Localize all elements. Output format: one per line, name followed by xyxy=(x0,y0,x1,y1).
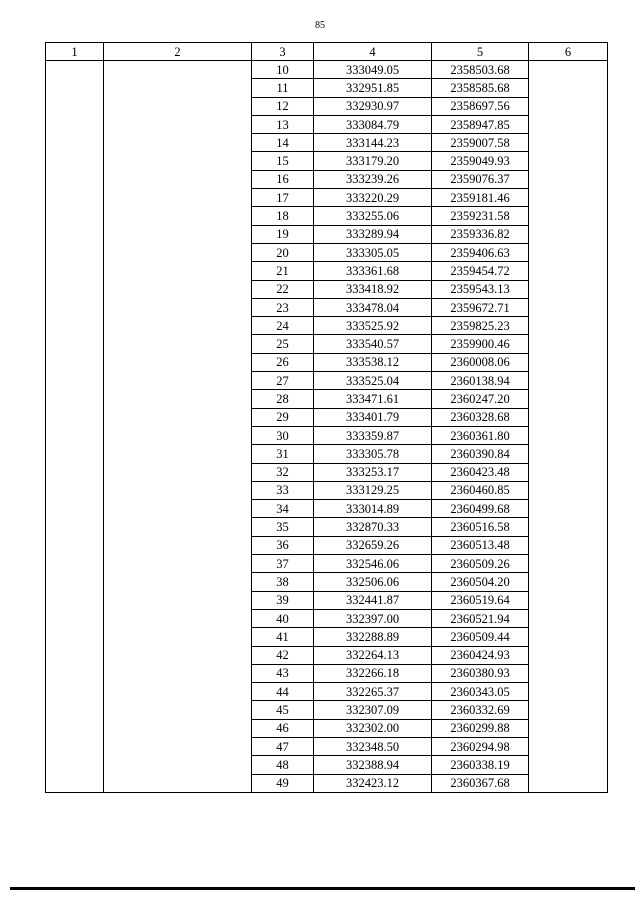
point-number-cell: 38 xyxy=(252,573,314,591)
coordinate-y-cell: 2360247.20 xyxy=(432,390,529,408)
coordinate-y-cell: 2360299.88 xyxy=(432,719,529,737)
point-number-cell: 32 xyxy=(252,463,314,481)
point-number-cell: 13 xyxy=(252,115,314,133)
coordinate-y-cell: 2360138.94 xyxy=(432,372,529,390)
coordinate-y-cell: 2359336.82 xyxy=(432,225,529,243)
point-number-cell: 46 xyxy=(252,719,314,737)
coordinate-y-cell: 2360509.44 xyxy=(432,628,529,646)
coordinate-y-cell: 2360294.98 xyxy=(432,737,529,755)
coordinate-x-cell: 333305.05 xyxy=(314,243,432,261)
coordinate-x-cell: 333540.57 xyxy=(314,335,432,353)
coordinate-y-cell: 2360332.69 xyxy=(432,701,529,719)
point-number-cell: 36 xyxy=(252,536,314,554)
coordinate-y-cell: 2360424.93 xyxy=(432,646,529,664)
coordinate-x-cell: 333305.78 xyxy=(314,445,432,463)
point-number-cell: 29 xyxy=(252,408,314,426)
coordinate-x-cell: 333220.29 xyxy=(314,189,432,207)
coordinate-x-cell: 333525.04 xyxy=(314,372,432,390)
coordinate-y-cell: 2360460.85 xyxy=(432,481,529,499)
coordinate-y-cell: 2360509.26 xyxy=(432,555,529,573)
point-number-cell: 40 xyxy=(252,609,314,627)
point-number-cell: 10 xyxy=(252,61,314,79)
coordinate-y-cell: 2360338.19 xyxy=(432,756,529,774)
coordinate-y-cell: 2360390.84 xyxy=(432,445,529,463)
coordinate-x-cell: 332506.06 xyxy=(314,573,432,591)
coordinate-y-cell: 2360328.68 xyxy=(432,408,529,426)
coordinate-y-cell: 2359454.72 xyxy=(432,262,529,280)
coordinate-x-cell: 333253.17 xyxy=(314,463,432,481)
empty-cell-col1 xyxy=(46,61,104,793)
coordinate-x-cell: 333014.89 xyxy=(314,500,432,518)
coordinate-y-cell: 2359007.58 xyxy=(432,134,529,152)
coordinate-x-cell: 332951.85 xyxy=(314,79,432,97)
coordinate-y-cell: 2360516.58 xyxy=(432,518,529,536)
coordinate-y-cell: 2360513.48 xyxy=(432,536,529,554)
coordinate-x-cell: 333255.06 xyxy=(314,207,432,225)
point-number-cell: 34 xyxy=(252,500,314,518)
coordinate-x-cell: 333418.92 xyxy=(314,280,432,298)
point-number-cell: 20 xyxy=(252,243,314,261)
column-header-5: 5 xyxy=(432,43,529,61)
point-number-cell: 26 xyxy=(252,353,314,371)
coordinate-x-cell: 332288.89 xyxy=(314,628,432,646)
point-number-cell: 16 xyxy=(252,170,314,188)
coordinate-y-cell: 2359825.23 xyxy=(432,317,529,335)
coordinate-x-cell: 332264.13 xyxy=(314,646,432,664)
point-number-cell: 43 xyxy=(252,664,314,682)
coordinate-x-cell: 332930.97 xyxy=(314,97,432,115)
column-header-1: 1 xyxy=(46,43,104,61)
coordinate-x-cell: 333538.12 xyxy=(314,353,432,371)
point-number-cell: 47 xyxy=(252,737,314,755)
coordinate-y-cell: 2360504.20 xyxy=(432,573,529,591)
coordinate-y-cell: 2360519.64 xyxy=(432,591,529,609)
coordinate-y-cell: 2358503.68 xyxy=(432,61,529,79)
coordinate-y-cell: 2360367.68 xyxy=(432,774,529,792)
coordinate-y-cell: 2359181.46 xyxy=(432,189,529,207)
coordinate-x-cell: 333525.92 xyxy=(314,317,432,335)
coordinate-y-cell: 2359231.58 xyxy=(432,207,529,225)
column-header-4: 4 xyxy=(314,43,432,61)
bottom-rule xyxy=(10,887,635,890)
point-number-cell: 22 xyxy=(252,280,314,298)
coordinate-x-cell: 332423.12 xyxy=(314,774,432,792)
column-header-6: 6 xyxy=(529,43,608,61)
coordinates-table xyxy=(45,42,608,793)
coordinate-y-cell: 2360423.48 xyxy=(432,463,529,481)
coordinate-x-cell: 333289.94 xyxy=(314,225,432,243)
point-number-cell: 28 xyxy=(252,390,314,408)
point-number-cell: 11 xyxy=(252,79,314,97)
point-number-cell: 18 xyxy=(252,207,314,225)
coordinate-y-cell: 2359672.71 xyxy=(432,298,529,316)
point-number-cell: 19 xyxy=(252,225,314,243)
empty-cell-col2 xyxy=(104,61,252,793)
point-number-cell: 23 xyxy=(252,298,314,316)
point-number-cell: 37 xyxy=(252,555,314,573)
coordinate-x-cell: 333239.26 xyxy=(314,170,432,188)
point-number-cell: 14 xyxy=(252,134,314,152)
point-number-cell: 31 xyxy=(252,445,314,463)
coordinate-x-cell: 332265.37 xyxy=(314,683,432,701)
coordinate-x-cell: 332388.94 xyxy=(314,756,432,774)
point-number-cell: 44 xyxy=(252,683,314,701)
coordinate-x-cell: 332441.87 xyxy=(314,591,432,609)
coordinate-x-cell: 333401.79 xyxy=(314,408,432,426)
point-number-cell: 42 xyxy=(252,646,314,664)
column-header-2: 2 xyxy=(104,43,252,61)
coordinate-x-cell: 332659.26 xyxy=(314,536,432,554)
point-number-cell: 45 xyxy=(252,701,314,719)
point-number-cell: 49 xyxy=(252,774,314,792)
coordinate-x-cell: 332546.06 xyxy=(314,555,432,573)
coordinate-x-cell: 332302.00 xyxy=(314,719,432,737)
coordinate-y-cell: 2359076.37 xyxy=(432,170,529,188)
coordinate-y-cell: 2360361.80 xyxy=(432,426,529,444)
coordinate-y-cell: 2359900.46 xyxy=(432,335,529,353)
coordinate-x-cell: 332348.50 xyxy=(314,737,432,755)
column-header-3: 3 xyxy=(252,43,314,61)
point-number-cell: 35 xyxy=(252,518,314,536)
coordinate-y-cell: 2360499.68 xyxy=(432,500,529,518)
page-number: 85 xyxy=(315,20,325,31)
coordinate-x-cell: 333129.25 xyxy=(314,481,432,499)
point-number-cell: 27 xyxy=(252,372,314,390)
coordinate-x-cell: 333471.61 xyxy=(314,390,432,408)
coordinate-x-cell: 332870.33 xyxy=(314,518,432,536)
point-number-cell: 17 xyxy=(252,189,314,207)
point-number-cell: 30 xyxy=(252,426,314,444)
coordinate-y-cell: 2359406.63 xyxy=(432,243,529,261)
header-row xyxy=(46,43,608,61)
coordinate-x-cell: 333144.23 xyxy=(314,134,432,152)
coordinate-y-cell: 2359543.13 xyxy=(432,280,529,298)
coordinate-y-cell: 2358947.85 xyxy=(432,115,529,133)
empty-cell-col6 xyxy=(529,61,608,793)
coordinate-y-cell: 2360380.93 xyxy=(432,664,529,682)
coordinate-x-cell: 332266.18 xyxy=(314,664,432,682)
coordinate-x-cell: 332397.00 xyxy=(314,609,432,627)
coordinate-x-cell: 332307.09 xyxy=(314,701,432,719)
coordinate-y-cell: 2360343.05 xyxy=(432,683,529,701)
point-number-cell: 24 xyxy=(252,317,314,335)
coordinate-x-cell: 333478.04 xyxy=(314,298,432,316)
coordinate-y-cell: 2358697.56 xyxy=(432,97,529,115)
coordinate-y-cell: 2359049.93 xyxy=(432,152,529,170)
coordinate-y-cell: 2360008.06 xyxy=(432,353,529,371)
point-number-cell: 15 xyxy=(252,152,314,170)
coordinate-x-cell: 333179.20 xyxy=(314,152,432,170)
coordinate-x-cell: 333361.68 xyxy=(314,262,432,280)
coordinate-x-cell: 333049.05 xyxy=(314,61,432,79)
point-number-cell: 25 xyxy=(252,335,314,353)
coordinate-y-cell: 2358585.68 xyxy=(432,79,529,97)
point-number-cell: 41 xyxy=(252,628,314,646)
point-number-cell: 48 xyxy=(252,756,314,774)
point-number-cell: 33 xyxy=(252,481,314,499)
coordinate-x-cell: 333359.87 xyxy=(314,426,432,444)
table-body xyxy=(46,61,608,793)
coordinate-y-cell: 2360521.94 xyxy=(432,609,529,627)
point-number-cell: 12 xyxy=(252,97,314,115)
point-number-cell: 39 xyxy=(252,591,314,609)
table-row xyxy=(46,61,608,79)
coordinate-x-cell: 333084.79 xyxy=(314,115,432,133)
point-number-cell: 21 xyxy=(252,262,314,280)
